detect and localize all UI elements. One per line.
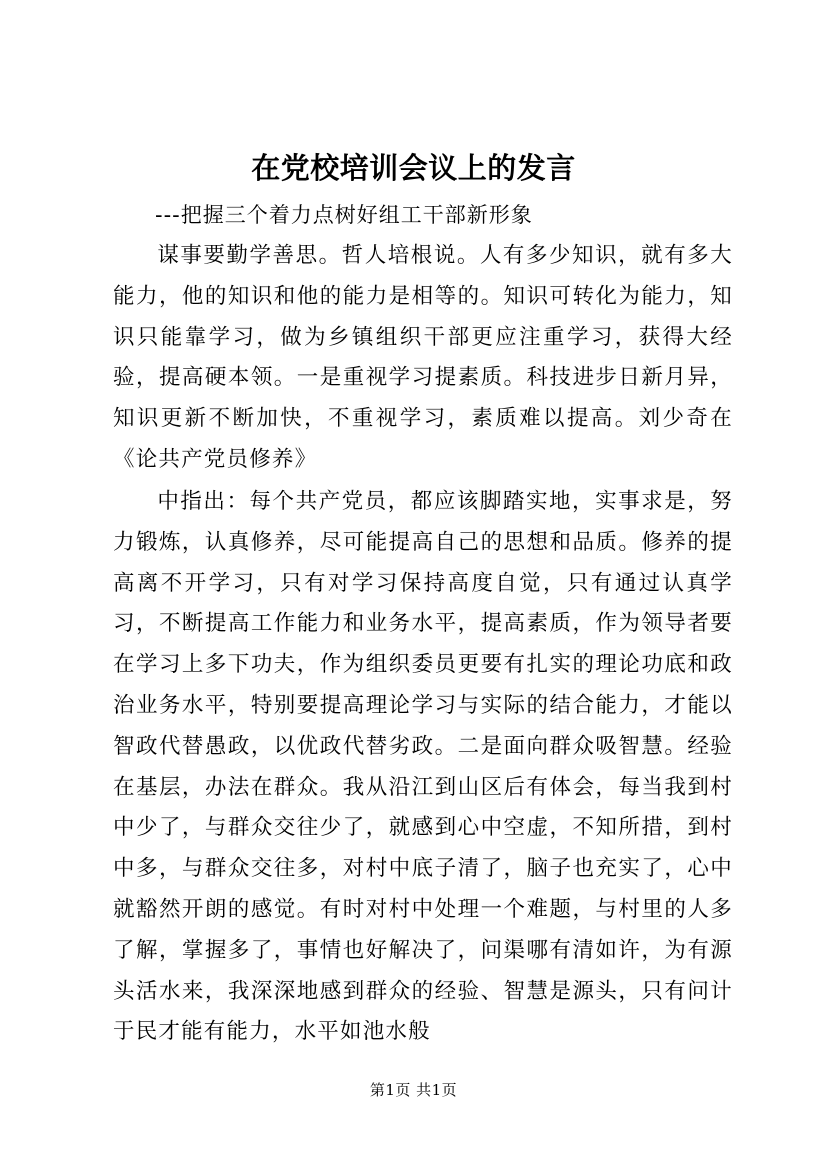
paragraph-1 — [113, 236, 733, 481]
paragraph-2-text: 中指出：每个共产党员，都应该脚踏实地，实事求是，努力锻炼，认真修养，尽可能提高自己的思想和品质。修养的提高离不开学习，只有对学习保持高度自觉，只有通过认真学习，不断提高工作能力和业务水平，提高素质，作为领导者要在学习上多下功夫，作为组织委员更要有扎实的理论功底和政治业务水平，特别要提高理论学习与实际的结合能力，才能以智政代替愚政，以优政代替劣政。二是面向群众吸智慧。经验在基层，办法在群众。我从沿江到山区后有体会，每当我到村中少了，与群众交往少了，就感到心中空虚，不知所措，到村中多，与群众交往多，对村中底子清了，脑子也充实了，心中就豁然开朗的感觉。有时对村中处理一个难题，与村里的人多了解，掌握多了，事情也好解决了，问渠哪有清如许，为有源头活水来，我深深地感到群众的经验、智慧是源头，只有问计于民才能有能力，水平如池水般 — [113, 489, 733, 1045]
paragraph-1-text: 谋事要勤学善思。哲人培根说。人有多少知识，就有多大能力，他的知识和他的能力是相等的。知识可转化为能力，知识只能靠学习，做为乡镇组织干部更应注重学习，获得大经验，提高硬本领。一是重视学习提素质。科技进步日新月异，知识更新不断加快，不重视学习，素质难以提高。刘少奇在《论共产党员修养》 — [113, 243, 733, 472]
document-title: 在党校培训会议上的发言 — [251, 151, 576, 185]
paragraph-2 — [113, 482, 733, 1053]
page-footer: 第1页 共1页 — [369, 1081, 458, 1099]
document-subtitle: ---把握三个着力点树好组工干部新形象 — [155, 203, 533, 227]
